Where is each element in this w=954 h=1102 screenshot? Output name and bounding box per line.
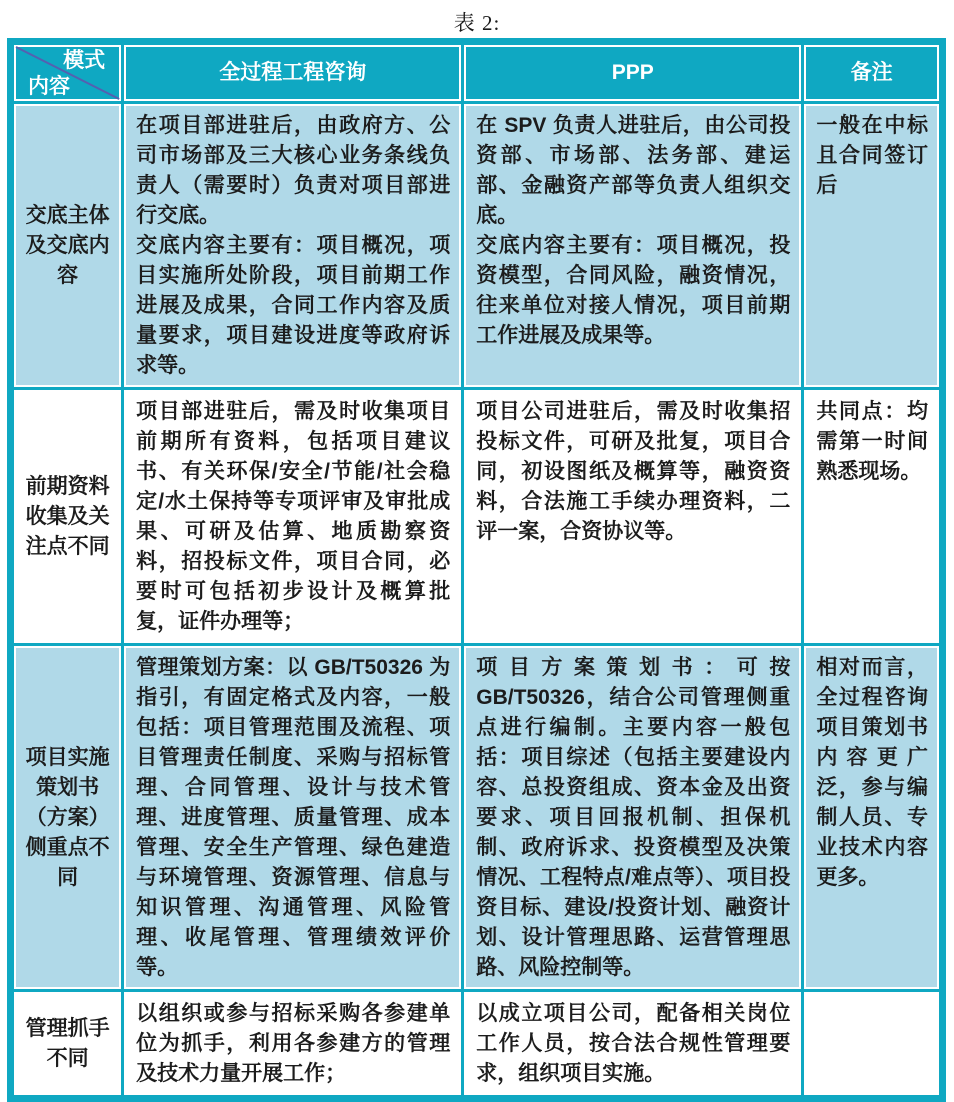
header-corner-cell [14,45,121,101]
table-row-briefing [14,104,939,387]
note-cell: 一般在中标且合同签订后 [804,104,939,387]
ppp-cell: 在 SPV 负责人进驻后，由公司投资部、市场部、法务部、建运部、金融资产部等负责人组织交底。 交底内容主要有：项目概况，投资模型，合同风险，融资情况，往来单位对接人情况，项目前期工作进展及成果等。 [464,104,801,387]
row-label-cell: 交底主体及交底内容 [14,104,121,387]
note-cell: 相对而言，全过程咨询项目策划书内容更广泛，参与编制人员、专业技术内容更多。 [804,646,939,989]
table-row-materials [14,390,939,643]
comparison-table [11,42,942,1098]
header-ppp-column: PPP [464,45,801,101]
note-cell [804,992,939,1095]
table-row-handle [14,992,939,1095]
note-cell: 共同点：均需第一时间熟悉现场。 [804,390,939,643]
ppp-cell: 项目公司进驻后，需及时收集招投标文件，可研及批复，项目合同，初设图纸及概算等，融资资料，合法施工手续办理资料，二评一案，合资协议等。 [464,390,801,643]
table-row-plan [14,646,939,989]
ppp-cell: 以成立项目公司，配备相关岗位工作人员，按合法合规性管理要求，组织项目实施。 [464,992,801,1095]
header-consult-column: 全过程工程咨询 [124,45,461,101]
header-row [14,45,939,101]
consult-cell: 在项目部进驻后，由政府方、公司市场部及三大核心业务条线负责人（需要时）负责对项目部进行交底。 交底内容主要有：项目概况，项目实施所处阶段，项目前期工作进展及成果，合同工作内容及质量要求，项目建设进度等政府诉求等。 [124,104,461,387]
header-corner-mode-label: 模式 [63,49,106,72]
row-label-cell: 管理抓手不同 [14,992,121,1095]
table-caption: 表 2: [453,11,501,35]
row-label-cell: 前期资料收集及关注点不同 [14,390,121,643]
ppp-cell: 项目方案策划书：可按 GB/T50326，结合公司管理侧重点进行编制。主要内容一般包括：项目综述（包括主要建设内容、总投资组成、资本金及出资要求、项目回报机制、担保机制、政府诉求、投资模型及决策情况、工程特点/难点等）、项目投资目标、建设/投资计划、融资计划、设计管理思路、运营管理思路、风险控制等。 [464,646,801,989]
row-label-cell: 项目实施策划书（方案）侧重点不同 [14,646,121,989]
consult-cell: 管理策划方案：以 GB/T50326 为指引，有固定格式及内容，一般包括：项目管理范围及流程、项目管理责任制度、采购与招标管理、合同管理、设计与技术管理、进度管理、质量管理、成本管理、安全生产管理、绿色建造与环境管理、资源管理、信息与知识管理、沟通管理、风险管理、收尾管理、管理绩效评价等。 [124,646,461,989]
header-note-column: 备注 [804,45,939,101]
header-corner-content-label: 内容 [28,75,70,98]
comparison-table-frame [7,38,946,1102]
consult-cell: 项目部进驻后，需及时收集项目前期所有资料，包括项目建议书、有关环保/安全/节能/社会稳定/水土保持等专项评审及审批成果、可研及估算、地质勘察资料，招投标文件，项目合同，必要时可包括初步设计及概算批复，证件办理等； [124,390,461,643]
consult-cell: 以组织或参与招标采购各参建单位为抓手，利用各参建方的管理及技术力量开展工作； [124,992,461,1095]
header-corner-content [16,47,119,99]
